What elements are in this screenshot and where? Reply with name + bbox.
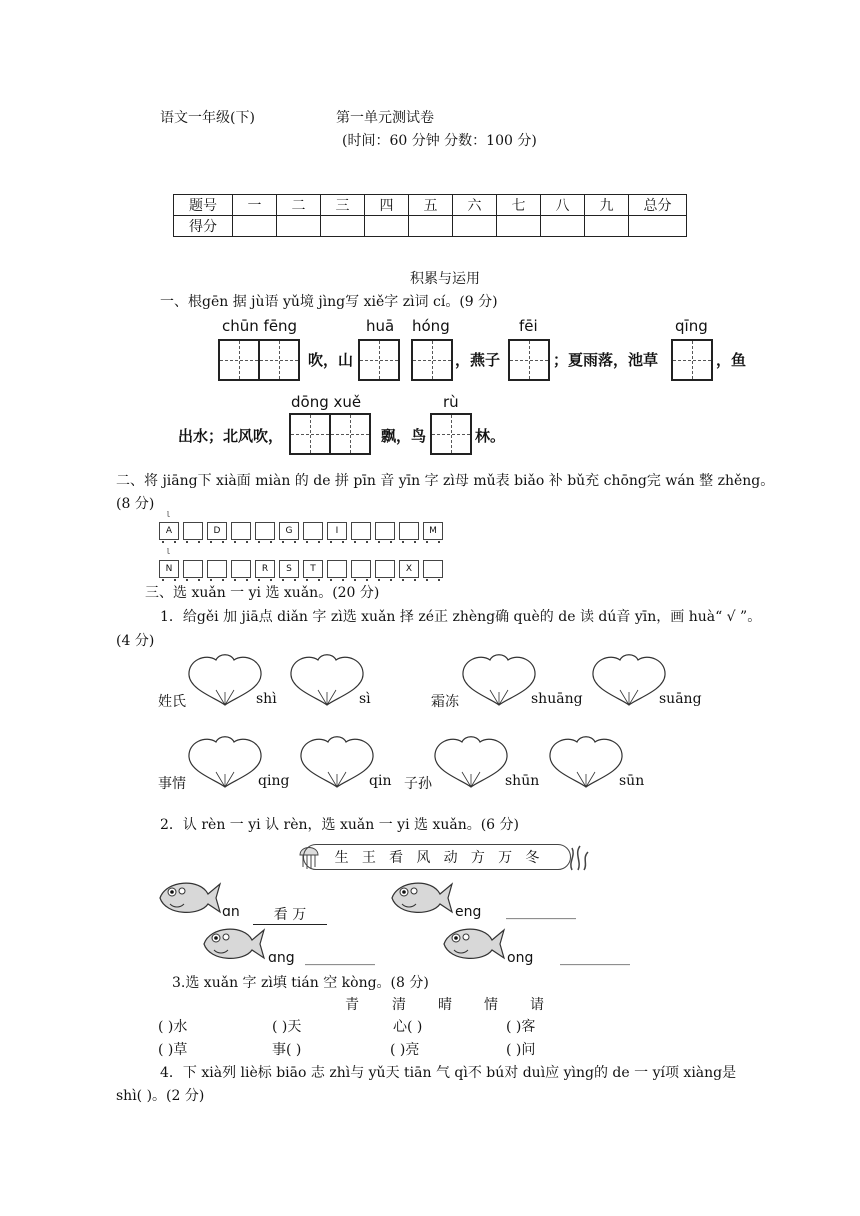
fish-icon: [388, 876, 454, 918]
train-car: G: [279, 522, 299, 540]
sentence-text: ，燕子: [455, 351, 501, 369]
train-car: M: [423, 522, 443, 540]
table-header-cell: 一: [233, 195, 277, 216]
sentence-text: ；夏雨落，池草: [553, 351, 659, 369]
choice-char: 请: [530, 997, 544, 1013]
score-cell[interactable]: [321, 216, 365, 237]
writing-grid[interactable]: [411, 339, 453, 381]
fish-label: ɑn: [222, 904, 240, 920]
banner-char: 方: [470, 850, 485, 866]
sentence-text: 林。: [475, 427, 506, 445]
smoke-icon: ᶩ: [167, 511, 169, 522]
alphabet-train-1: [159, 522, 447, 540]
pinyin-label: huā: [366, 317, 395, 335]
fill-blank[interactable]: ( )亮: [390, 1042, 420, 1058]
train-car-blank[interactable]: [231, 522, 251, 540]
pinyin-option[interactable]: suāng: [659, 691, 702, 707]
train-car: A: [159, 522, 179, 540]
train-car: I: [327, 522, 347, 540]
ginkgo-leaf-icon[interactable]: [590, 650, 668, 708]
choice-char: 清: [392, 997, 406, 1013]
q2-prompt: 二、将 jiāng下 xià面 miàn 的 de 拼 pīn 音 yīn 字 zì母 mǔ表 biǎo 补 bǔ充 chōng完 wán 整 zhěng。: [116, 473, 775, 489]
table-header-cell: 四: [365, 195, 409, 216]
train-car: X: [399, 560, 419, 578]
pinyin-option[interactable]: shuāng: [531, 691, 583, 707]
fill-blank[interactable]: 事( ): [272, 1042, 302, 1058]
banner-char: 生: [334, 850, 349, 866]
choice-char: 青: [345, 997, 359, 1013]
train-car-blank[interactable]: [375, 522, 395, 540]
banner-char: 万: [498, 850, 513, 866]
table-header-cell: 九: [585, 195, 629, 216]
pinyin-option[interactable]: sì: [359, 691, 371, 707]
sentence-text: 吹，山: [308, 351, 354, 369]
pinyin-label: dōng xuě: [291, 393, 362, 411]
alphabet-train-2: [159, 560, 447, 578]
q3-title: 三、选 xuǎn 一 yi 选 xuǎn。(20 分): [145, 585, 380, 601]
pinyin-label: fēi: [519, 317, 538, 335]
train-car: S: [279, 560, 299, 578]
q3-sub3-prompt: 3.选 xuǎn 字 zì填 tián 空 kòng。(8 分): [172, 975, 429, 991]
fish-blank[interactable]: __________: [560, 950, 630, 966]
pinyin-label: chūn fēng: [222, 317, 298, 335]
sentence-text: 飘，鸟: [381, 427, 427, 445]
choice-char: 晴: [438, 997, 452, 1013]
score-cell[interactable]: [629, 216, 687, 237]
fill-blank[interactable]: ( )问: [506, 1042, 536, 1058]
fish-label: ong: [507, 950, 534, 966]
smoke-icon: ᶩ: [167, 548, 169, 559]
time-score-info: (时间：60 分钟 分数：100 分): [342, 133, 537, 149]
train-car-blank[interactable]: [231, 560, 251, 578]
pinyin-option[interactable]: qing: [258, 773, 290, 789]
q3-sub4-answer[interactable]: shì( )。(2 分): [116, 1088, 205, 1104]
train-car: R: [255, 560, 275, 578]
fill-blank[interactable]: ( )客: [506, 1019, 536, 1035]
score-table: [173, 194, 687, 237]
ginkgo-leaf-icon[interactable]: [186, 732, 264, 790]
fish-icon: [440, 922, 506, 964]
train-car-blank[interactable]: [351, 560, 371, 578]
ginkgo-leaf-icon[interactable]: [432, 732, 510, 790]
pinyin-option[interactable]: sūn: [619, 773, 645, 789]
word-with-dot: 事情: [158, 776, 186, 792]
fill-blank[interactable]: ( )水: [158, 1019, 188, 1035]
writing-grid[interactable]: [508, 339, 550, 381]
train-car-blank[interactable]: [207, 560, 227, 578]
word-with-dot: 姓氏: [158, 694, 186, 710]
train-car-blank[interactable]: [423, 560, 443, 578]
section-title: 积累与运用: [410, 271, 480, 287]
character-banner: [303, 844, 571, 870]
ginkgo-leaf-icon[interactable]: [298, 732, 376, 790]
fish-icon: [156, 876, 222, 918]
pinyin-label: rù: [443, 393, 459, 411]
grade-label: 语文一年级(下): [160, 110, 255, 126]
ginkgo-leaf-icon[interactable]: [288, 650, 366, 708]
writing-grid[interactable]: [289, 413, 371, 455]
q1-prompt: 一、根gēn 据 jù语 yǔ境 jìng写 xiě字 zì词 cí。(9 分): [160, 294, 498, 310]
ginkgo-leaf-icon[interactable]: [186, 650, 264, 708]
table-header-cell: 五: [409, 195, 453, 216]
train-car-blank[interactable]: [375, 560, 395, 578]
train-car: N: [159, 560, 179, 578]
ginkgo-leaf-icon[interactable]: [547, 732, 625, 790]
table-header-cell: 三: [321, 195, 365, 216]
fish-icon: [200, 922, 266, 964]
writing-grid[interactable]: [358, 339, 400, 381]
banner-char: 动: [443, 850, 458, 866]
writing-grid[interactable]: [671, 339, 713, 381]
fish-blank[interactable]: __________: [305, 950, 375, 966]
fish-label: ɑng: [268, 950, 295, 966]
banner-char: 王: [361, 850, 376, 866]
fish-blank[interactable]: __________: [506, 904, 576, 920]
score-cell[interactable]: [409, 216, 453, 237]
table-header-cell: 总分: [629, 195, 687, 216]
fish-label: eng: [455, 904, 482, 920]
q3-sub1-prompt: 1．给gěi 加 jiā点 diǎn 字 zì选 xuǎn 择 zé正 zhèng确 què的 de 读 dú音 yīn，画 huà“ √ ”。: [160, 609, 762, 625]
train-car-blank[interactable]: [183, 522, 203, 540]
pinyin-label: hóng: [412, 317, 450, 335]
score-row-label: 得分: [174, 216, 233, 237]
score-cell[interactable]: [277, 216, 321, 237]
train-car-blank[interactable]: [351, 522, 371, 540]
score-cell[interactable]: [541, 216, 585, 237]
word-with-dot: 子孙: [404, 776, 432, 792]
fill-blank[interactable]: 心( ): [393, 1019, 423, 1035]
pinyin-label: qīng: [675, 317, 708, 335]
ginkgo-leaf-icon[interactable]: [460, 650, 538, 708]
test-title: 第一单元测试卷: [336, 110, 434, 126]
score-cell[interactable]: [365, 216, 409, 237]
choice-char: 情: [484, 997, 498, 1013]
score-cell[interactable]: [497, 216, 541, 237]
pinyin-option[interactable]: shūn: [505, 773, 540, 789]
sentence-text: ，鱼: [716, 351, 747, 369]
pinyin-option[interactable]: qin: [369, 773, 392, 789]
fish-answer[interactable]: 看 万: [253, 904, 327, 925]
seaweed-icon: [566, 842, 592, 872]
fill-blank[interactable]: ( )草: [158, 1042, 188, 1058]
fill-blank[interactable]: ( )天: [272, 1019, 302, 1035]
q3-sub1-points: (4 分): [116, 633, 155, 649]
word-with-dot: 霜冻: [431, 694, 459, 710]
table-header-cell: 六: [453, 195, 497, 216]
banner-char: 风: [416, 850, 431, 866]
train-car-blank[interactable]: [255, 522, 275, 540]
q3-sub4-prompt: 4．下 xià列 liè标 biāo 志 zhì与 yǔ天 tiān 气 qì不 bú对 duì应 yìng的 de 一 yí项 xiàng是: [160, 1065, 737, 1081]
q2-points: (8 分): [116, 496, 155, 512]
score-cell[interactable]: [585, 216, 629, 237]
train-car: D: [207, 522, 227, 540]
table-header-cell: 七: [497, 195, 541, 216]
writing-grid[interactable]: [430, 413, 472, 455]
pinyin-option[interactable]: shì: [256, 691, 277, 707]
writing-grid[interactable]: [218, 339, 300, 381]
table-header-cell: 题号: [174, 195, 233, 216]
train-car: T: [303, 560, 323, 578]
table-header-cell: 二: [277, 195, 321, 216]
train-car-blank[interactable]: [327, 560, 347, 578]
table-header-cell: 八: [541, 195, 585, 216]
banner-char: 看: [389, 850, 404, 866]
score-cell[interactable]: [233, 216, 277, 237]
train-car-blank[interactable]: [183, 560, 203, 578]
train-car-blank[interactable]: [303, 522, 323, 540]
score-cell[interactable]: [453, 216, 497, 237]
sentence-text: 出水；北风吹，: [178, 427, 284, 445]
banner-char: 冬: [525, 850, 540, 866]
train-car-blank[interactable]: [399, 522, 419, 540]
q3-sub2-prompt: 2．认 rèn 一 yi 认 rèn，选 xuǎn 一 yi 选 xuǎn。(6 分): [160, 817, 520, 833]
